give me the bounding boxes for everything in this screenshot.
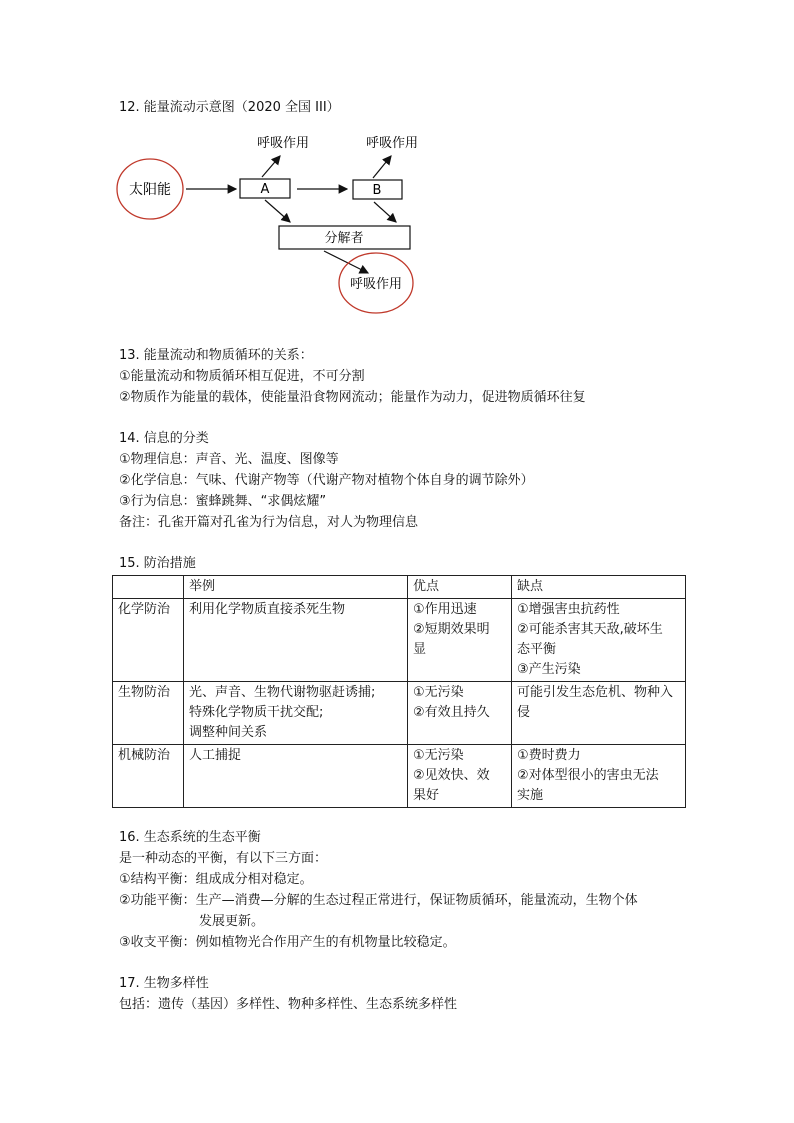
table-row	[113, 682, 686, 745]
table-header-cell	[113, 576, 184, 599]
section-17-line: 包括：遗传（基因）多样性、物种多样性、生态系统多样性	[119, 997, 458, 1012]
pros-cell	[408, 599, 512, 682]
cell-line: ②对体型很小的害虫无法	[517, 768, 659, 783]
resp-label-3: 呼吸作用	[349, 277, 403, 292]
cell-line: 态平衡	[517, 642, 557, 657]
table-header-row	[113, 576, 686, 599]
decomposer-label: 分解者	[324, 231, 364, 246]
section-12-title: 12. 能量流动示意图（2020 全国 III）	[119, 100, 340, 115]
cell-line: ①无污染	[413, 685, 464, 700]
arrow-b-to-resp	[373, 156, 391, 178]
section-16-line-3: ③收支平衡：例如植物光合作用产生的有机物量比较稳定。	[119, 935, 456, 950]
cell-line: 调整种间关系	[189, 725, 268, 740]
cell-line: 可能引发生态危机、物种入	[517, 685, 674, 700]
cell-line: ①无污染	[413, 748, 464, 763]
example-cell	[184, 745, 408, 808]
pros-cell	[408, 682, 512, 745]
section-13-line-1: ①能量流动和物质循环相互促进，不可分割	[119, 369, 365, 384]
cons-cell	[512, 682, 686, 745]
cell-line: 实施	[517, 788, 544, 803]
box-a-label: A	[260, 182, 270, 197]
section-16-line-1: ①结构平衡：组成成分相对稳定。	[119, 872, 313, 887]
table-row	[113, 745, 686, 808]
arrow-b-to-decomposer	[374, 202, 396, 222]
section-14-note: 备注：孔雀开篇对孔雀为行为信息，对人为物理信息	[119, 515, 419, 530]
cell-line: 人工捕捉	[189, 748, 242, 763]
method-name: 机械防治	[113, 745, 184, 808]
cell-line: 果好	[413, 788, 440, 803]
cons-cell	[512, 745, 686, 808]
table-header-cell: 优点	[408, 576, 512, 599]
cell-line: 光、声音、生物代谢物驱赶诱捕;	[189, 685, 376, 700]
section-15-title: 15. 防治措施	[119, 556, 196, 571]
table-header-cell: 举例	[184, 576, 408, 599]
section-16-line-2-cont: 发展更新。	[199, 914, 265, 929]
control-measures-table	[112, 575, 686, 808]
cell-line: ①作用迅速	[413, 602, 477, 617]
cell-line: ①增强害虫抗药性	[517, 602, 620, 617]
arrow-decomposer-to-resp	[324, 251, 368, 273]
resp-label-1: 呼吸作用	[257, 136, 310, 151]
cell-line: ①费时费力	[517, 748, 581, 763]
section-14-line-2: ②化学信息：气味、代谢产物等（代谢产物对植物个体自身的调节除外）	[119, 473, 534, 488]
section-13-line-2: ②物质作为能量的载体，使能量沿食物网流动；能量作为动力，促进物质循环往复	[119, 390, 586, 405]
section-13-title: 13. 能量流动和物质循环的关系：	[119, 348, 313, 363]
section-14-line-1: ①物理信息：声音、光、温度、图像等	[119, 452, 339, 467]
cell-line: ②见效快、效	[413, 768, 490, 783]
cell-line: 显	[413, 642, 427, 657]
section-16-intro: 是一种动态的平衡，有以下三方面：	[119, 851, 328, 866]
energy-flow-diagram	[110, 125, 430, 325]
section-16-title: 16. 生态系统的生态平衡	[119, 830, 261, 845]
section-14-title: 14. 信息的分类	[119, 431, 209, 446]
cell-line: ②有效且持久	[413, 705, 490, 720]
section-14-line-3: ③行为信息：蜜蜂跳舞、“求偶炫耀”	[119, 494, 327, 509]
example-cell	[184, 682, 408, 745]
section-17-title: 17. 生物多样性	[119, 976, 209, 991]
table-row	[113, 599, 686, 682]
cons-cell	[512, 599, 686, 682]
arrow-a-to-decomposer	[265, 200, 290, 222]
pros-cell	[408, 745, 512, 808]
cell-line: 利用化学物质直接杀死生物	[189, 602, 346, 617]
resp-label-2: 呼吸作用	[366, 136, 419, 151]
cell-line: 侵	[517, 705, 531, 720]
box-b-label: B	[372, 183, 382, 198]
cell-line: ②短期效果明	[413, 622, 490, 637]
method-name: 化学防治	[113, 599, 184, 682]
cell-line: 特殊化学物质干扰交配;	[189, 705, 324, 720]
table-header-cell: 缺点	[512, 576, 686, 599]
arrow-a-to-resp	[262, 156, 280, 177]
sun-label: 太阳能	[129, 182, 171, 198]
cell-line: ②可能杀害其天敌,破坏生	[517, 622, 663, 637]
section-16-line-2: ②功能平衡：生产—消费—分解的生态过程正常进行，保证物质循环，能量流动，生物个体	[119, 893, 638, 908]
cell-line: ③产生污染	[517, 662, 581, 677]
example-cell	[184, 599, 408, 682]
method-name: 生物防治	[113, 682, 184, 745]
